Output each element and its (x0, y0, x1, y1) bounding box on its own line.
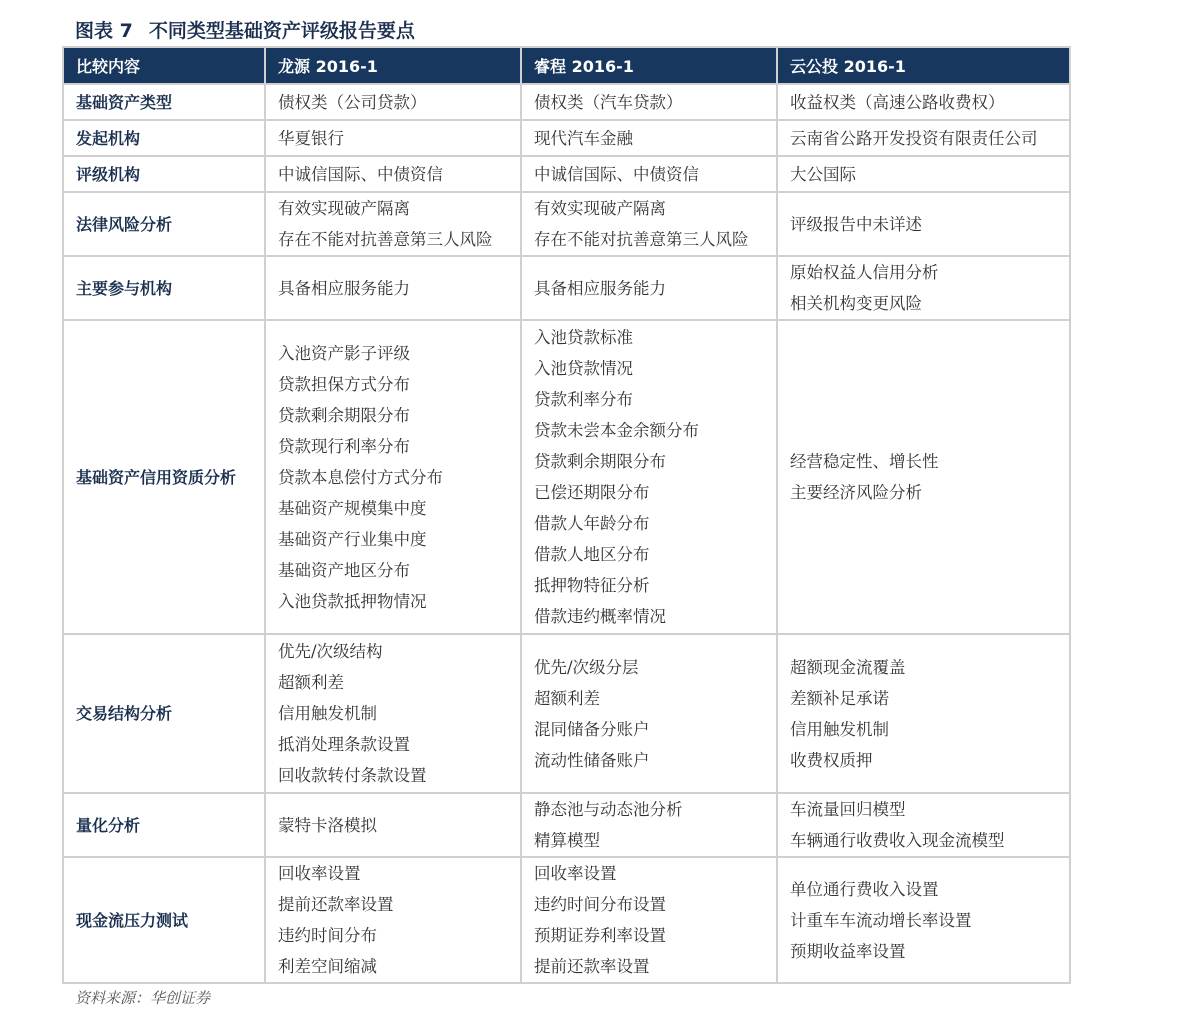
cell-line: 基础资产行业集中度 (278, 529, 427, 549)
cell-line: 收费权质押 (790, 750, 873, 770)
cell-line: 主要经济风险分析 (790, 483, 922, 502)
cell-line: 有效实现破产隔离 (278, 199, 410, 218)
table-cell (265, 634, 521, 793)
table-row (63, 793, 1070, 857)
cell-line: 贷款剩余期限分布 (534, 452, 666, 471)
cell-line: 预期证券利率设置 (534, 926, 666, 945)
cell-line: 车辆通行收费收入现金流模型 (790, 831, 1005, 850)
column-header: 睿程 2016-1 (521, 47, 777, 84)
table-cell (521, 857, 777, 983)
cell-line: 静态池与动态池分析 (534, 800, 683, 819)
column-header: 云公投 2016-1 (777, 47, 1070, 84)
table-cell (265, 156, 521, 192)
table-header-row (63, 47, 1070, 84)
table-row (63, 84, 1070, 120)
table-cell (265, 192, 521, 256)
cell-line: 基础资产规模集中度 (278, 498, 427, 518)
cell-line: 差额补足承诺 (790, 688, 889, 708)
table-cell (777, 84, 1070, 120)
cell-line: 经营稳定性、增长性 (790, 452, 939, 471)
figure-title-text: 不同类型基础资产评级报告要点 (148, 20, 415, 42)
cell-line: 贷款剩余期限分布 (278, 405, 410, 425)
cell-line: 华夏银行 (278, 128, 344, 148)
cell-line: 单位通行费收入设置 (790, 879, 939, 899)
cell-line: 预期收益率设置 (790, 941, 906, 961)
table-row (63, 857, 1070, 983)
figure-label: 图表 7 (75, 20, 133, 42)
table-cell (777, 256, 1070, 320)
table-row (63, 156, 1070, 192)
cell-line: 利差空间缩减 (278, 957, 377, 976)
cell-line: 抵押物特征分析 (534, 576, 650, 595)
table-cell (521, 320, 777, 634)
cell-line: 超额利差 (534, 688, 600, 708)
cell-line: 精算模型 (534, 831, 600, 850)
row-label: 交易结构分析 (63, 634, 265, 793)
cell-line: 入池贷款标准 (534, 328, 633, 347)
cell-line: 回收率设置 (534, 864, 617, 883)
cell-line: 相关机构变更风险 (790, 294, 922, 313)
cell-line: 入池资产影子评级 (278, 343, 410, 363)
cell-line: 大公国际 (790, 164, 856, 184)
cell-line: 优先/次级分层 (534, 657, 639, 677)
cell-line: 回收款转付条款设置 (278, 766, 427, 785)
cell-line: 借款人年龄分布 (534, 514, 650, 533)
cell-line: 存在不能对抗善意第三人风险 (534, 230, 749, 249)
row-label: 基础资产信用资质分析 (63, 320, 265, 634)
cell-line: 中诚信国际、中债资信 (534, 164, 699, 184)
row-label: 法律风险分析 (63, 192, 265, 256)
table-cell (521, 192, 777, 256)
cell-line: 入池贷款情况 (534, 359, 633, 378)
cell-line: 具备相应服务能力 (278, 278, 410, 298)
table-cell (265, 320, 521, 634)
cell-line: 信用触发机制 (790, 719, 889, 739)
table-cell (777, 634, 1070, 793)
table-row (63, 256, 1070, 320)
cell-line: 贷款未尝本金余额分布 (534, 421, 699, 440)
table-cell (777, 120, 1070, 156)
cell-line: 超额利差 (278, 673, 344, 692)
row-label: 基础资产类型 (63, 84, 265, 120)
figure-title (75, 17, 415, 45)
cell-line: 流动性储备账户 (534, 750, 650, 770)
table-row (63, 120, 1070, 156)
table-body (63, 84, 1070, 983)
table-cell (777, 320, 1070, 634)
row-label: 评级机构 (63, 156, 265, 192)
table-cell (265, 857, 521, 983)
cell-line: 已偿还期限分布 (534, 483, 650, 502)
table-cell (521, 793, 777, 857)
column-header: 比较内容 (63, 47, 265, 84)
table-cell (521, 84, 777, 120)
table-cell (521, 120, 777, 156)
table-cell (265, 256, 521, 320)
cell-line: 收益权类（高速公路收费权） (790, 92, 1005, 112)
table-cell (265, 793, 521, 857)
cell-line: 回收率设置 (278, 864, 361, 883)
table-row (63, 192, 1070, 256)
row-label: 量化分析 (63, 793, 265, 857)
cell-line: 蒙特卡洛模拟 (278, 815, 377, 835)
cell-line: 贷款现行利率分布 (278, 436, 410, 456)
cell-line: 入池贷款抵押物情况 (278, 591, 427, 611)
table-cell (521, 156, 777, 192)
cell-line: 贷款利率分布 (534, 390, 633, 409)
table-cell (521, 634, 777, 793)
cell-line: 现代汽车金融 (534, 128, 633, 148)
cell-line: 车流量回归模型 (790, 800, 906, 819)
comparison-table (62, 46, 1071, 984)
cell-line: 债权类（汽车贷款） (534, 92, 683, 112)
cell-line: 云南省公路开发投资有限责任公司 (790, 128, 1038, 148)
cell-line: 债权类（公司贷款） (278, 92, 427, 112)
cell-line: 中诚信国际、中债资信 (278, 164, 443, 184)
cell-line: 优先/次级结构 (278, 642, 383, 661)
table-cell (265, 84, 521, 120)
row-label: 主要参与机构 (63, 256, 265, 320)
cell-line: 借款人地区分布 (534, 545, 650, 564)
table-row (63, 634, 1070, 793)
table-cell (777, 156, 1070, 192)
source-note: 资料来源：华创证券 (75, 989, 211, 1007)
cell-line: 违约时间分布 (278, 926, 377, 945)
cell-line: 计重车车流动增长率设置 (790, 910, 972, 930)
cell-line: 贷款担保方式分布 (278, 374, 410, 394)
table-cell (777, 793, 1070, 857)
row-label: 现金流压力测试 (63, 857, 265, 983)
cell-line: 贷款本息偿付方式分布 (278, 467, 443, 487)
table-cell (777, 857, 1070, 983)
table-cell (521, 256, 777, 320)
cell-line: 提前还款率设置 (534, 957, 650, 976)
cell-line: 抵消处理条款设置 (278, 735, 410, 754)
cell-line: 借款违约概率情况 (534, 607, 666, 626)
table-row (63, 320, 1070, 634)
cell-line: 存在不能对抗善意第三人风险 (278, 230, 493, 249)
cell-line: 提前还款率设置 (278, 895, 394, 914)
cell-line: 基础资产地区分布 (278, 560, 410, 580)
cell-line: 有效实现破产隔离 (534, 199, 666, 218)
cell-line: 混同储备分账户 (534, 719, 650, 739)
cell-line: 评级报告中未详述 (790, 214, 922, 234)
column-header: 龙源 2016-1 (265, 47, 521, 84)
cell-line: 信用触发机制 (278, 704, 377, 723)
cell-line: 超额现金流覆盖 (790, 657, 906, 677)
table-cell (265, 120, 521, 156)
cell-line: 原始权益人信用分析 (790, 263, 939, 282)
cell-line: 具备相应服务能力 (534, 278, 666, 298)
row-label: 发起机构 (63, 120, 265, 156)
cell-line: 违约时间分布设置 (534, 895, 666, 914)
table-cell (777, 192, 1070, 256)
